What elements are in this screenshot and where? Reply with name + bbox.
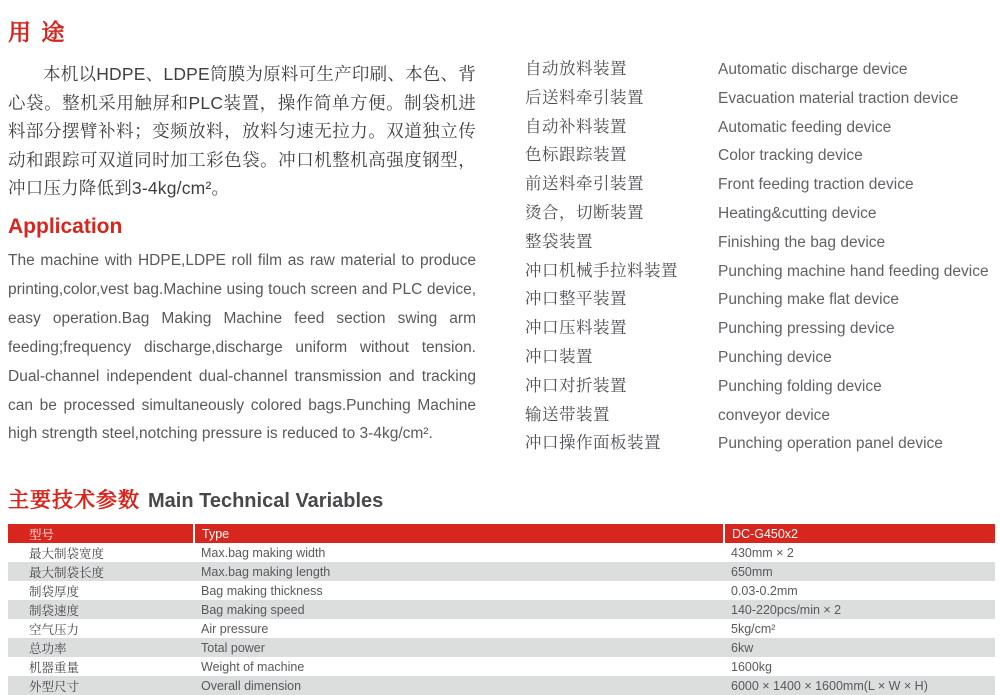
device-name-en: Front feeding traction device bbox=[718, 176, 914, 194]
spec-header-model-value: DC-G450x2 bbox=[724, 524, 995, 543]
spec-table bbox=[8, 524, 995, 695]
spec-param-en: Overall dimension bbox=[194, 676, 724, 695]
device-name-cn: 自动补料装置 bbox=[525, 117, 627, 136]
spec-section-heading bbox=[8, 484, 992, 514]
device-list-item bbox=[525, 199, 992, 228]
description-column bbox=[8, 14, 476, 449]
device-list-item bbox=[525, 372, 992, 401]
device-list-item bbox=[525, 401, 992, 430]
device-name-en: Automatic discharge device bbox=[718, 61, 908, 78]
spec-param-value: 6000 × 1400 × 1600mm(L × W × H) bbox=[724, 676, 995, 695]
device-name-en: Color tracking device bbox=[718, 147, 863, 165]
device-name-en: conveyor device bbox=[718, 406, 831, 424]
device-name-en: Finishing the bag device bbox=[718, 233, 886, 251]
spec-param-en: Total power bbox=[194, 638, 724, 657]
device-name-en: Punching operation panel device bbox=[718, 435, 943, 453]
spec-table-row bbox=[8, 638, 995, 657]
device-list-item bbox=[525, 228, 992, 257]
spec-table-row bbox=[8, 619, 995, 638]
spec-param-value: 430mm × 2 bbox=[724, 543, 995, 562]
device-name-cn: 冲口装置 bbox=[525, 347, 593, 366]
spec-table-row bbox=[8, 543, 995, 562]
device-name-cn: 烫合，切断装置 bbox=[525, 203, 644, 222]
spec-table-row bbox=[8, 581, 995, 600]
device-column bbox=[525, 14, 992, 458]
usage-heading: 用 途 bbox=[8, 19, 67, 45]
device-name-cn: 冲口对折装置 bbox=[525, 376, 627, 395]
spec-param-en: Air pressure bbox=[194, 619, 724, 638]
spec-param-value: 6kw bbox=[724, 638, 995, 657]
device-name-en: Punching pressing device bbox=[718, 320, 895, 338]
spec-heading-en: Main Technical Variables bbox=[148, 490, 384, 513]
spec-param-cn: 总功率 bbox=[8, 638, 194, 657]
spec-table-header-row bbox=[8, 524, 995, 543]
device-name-cn: 输送带装置 bbox=[525, 405, 610, 424]
spec-param-value: 0.03-0.2mm bbox=[724, 581, 995, 600]
spec-param-cn: 空气压力 bbox=[8, 619, 194, 638]
spec-table-row bbox=[8, 562, 995, 581]
application-heading: Application bbox=[8, 214, 123, 238]
spec-param-value: 5kg/cm² bbox=[724, 619, 995, 638]
device-name-en: Heating&cutting device bbox=[718, 204, 877, 222]
device-name-en: Punching folding device bbox=[718, 377, 882, 395]
device-name-en: Automatic feeding device bbox=[718, 118, 892, 136]
device-name-en: Punching make flat device bbox=[718, 291, 899, 309]
spec-param-cn: 最大制袋长度 bbox=[8, 562, 194, 581]
device-list-item bbox=[525, 113, 992, 142]
spec-param-en: Weight of machine bbox=[194, 657, 724, 676]
device-name-en: Punching machine hand feeding device bbox=[718, 262, 989, 280]
device-name-cn: 前送料牵引装置 bbox=[525, 175, 644, 194]
device-list-item bbox=[525, 55, 992, 84]
spec-table-row bbox=[8, 676, 995, 695]
spec-param-cn: 外型尺寸 bbox=[8, 676, 194, 695]
device-name-cn: 整袋装置 bbox=[525, 232, 593, 251]
spec-table-row bbox=[8, 600, 995, 619]
device-list-item bbox=[525, 84, 992, 113]
device-list-item bbox=[525, 141, 992, 170]
device-list-item bbox=[525, 285, 992, 314]
spec-param-en: Max.bag making width bbox=[194, 543, 724, 562]
device-list-item bbox=[525, 343, 992, 372]
device-name-cn: 冲口操作面板装置 bbox=[525, 434, 661, 453]
device-name-en: Punching device bbox=[718, 348, 832, 366]
spec-param-en: Bag making speed bbox=[194, 600, 724, 619]
device-name-cn: 后送料牵引装置 bbox=[525, 88, 644, 107]
device-name-cn: 自动放料装置 bbox=[525, 60, 627, 78]
spec-param-value: 1600kg bbox=[724, 657, 995, 676]
device-list-item bbox=[525, 429, 992, 458]
device-name-en: Evacuation material traction device bbox=[718, 89, 959, 107]
application-paragraph-en: The machine with HDPE,LDPE roll film as raw material to produce printing,color,vest bag.Machine using touch screen and PLC device, easy operation.Bag Making Machine feed section swing arm feeding;frequency discharge,discharge uniform without tension. Dual-channel independent dual-channel transmission and tracking can be processed simultaneously colored bags.Punching Machine high strength steel,notching pressure is reduced to 3-4kg/cm². bbox=[8, 251, 476, 443]
spec-param-en: Max.bag making length bbox=[194, 562, 724, 581]
spec-param-cn: 制袋速度 bbox=[8, 600, 194, 619]
usage-paragraph-cn: 本机以HDPE、LDPE筒膜为原料可生产印刷、本色、背心袋。整机采用触屏和PLC装置，操作简单方便。制袋机进料部分摆臂补料；变频放料，放料匀速无拉力。双道独立传动和跟踪可双道同时加工彩色袋。冲口机整机高强度钢型，冲口压力降低到3-4kg/cm²。 bbox=[8, 64, 476, 199]
spec-header-model: 型号 bbox=[8, 524, 194, 543]
device-list-item bbox=[525, 170, 992, 199]
top-section bbox=[8, 14, 992, 458]
device-name-cn: 冲口机械手拉料装置 bbox=[525, 261, 678, 280]
spec-table-row bbox=[8, 657, 995, 676]
spec-header-type: Type bbox=[194, 524, 724, 543]
spec-param-cn: 机器重量 bbox=[8, 657, 194, 676]
device-list-item bbox=[525, 257, 992, 286]
spec-param-value: 650mm bbox=[724, 562, 995, 581]
device-list bbox=[525, 55, 992, 458]
spec-heading-cn: 主要技术参数 bbox=[8, 489, 140, 513]
spec-param-cn: 最大制袋宽度 bbox=[8, 543, 194, 562]
spec-param-value: 140-220pcs/min × 2 bbox=[724, 600, 995, 619]
device-name-cn: 冲口压料装置 bbox=[525, 319, 627, 338]
spec-param-en: Bag making thickness bbox=[194, 581, 724, 600]
device-list-item bbox=[525, 314, 992, 343]
device-name-cn: 色标跟踪装置 bbox=[525, 146, 627, 165]
spec-param-cn: 制袋厚度 bbox=[8, 581, 194, 600]
device-name-cn: 冲口整平装置 bbox=[525, 290, 627, 309]
